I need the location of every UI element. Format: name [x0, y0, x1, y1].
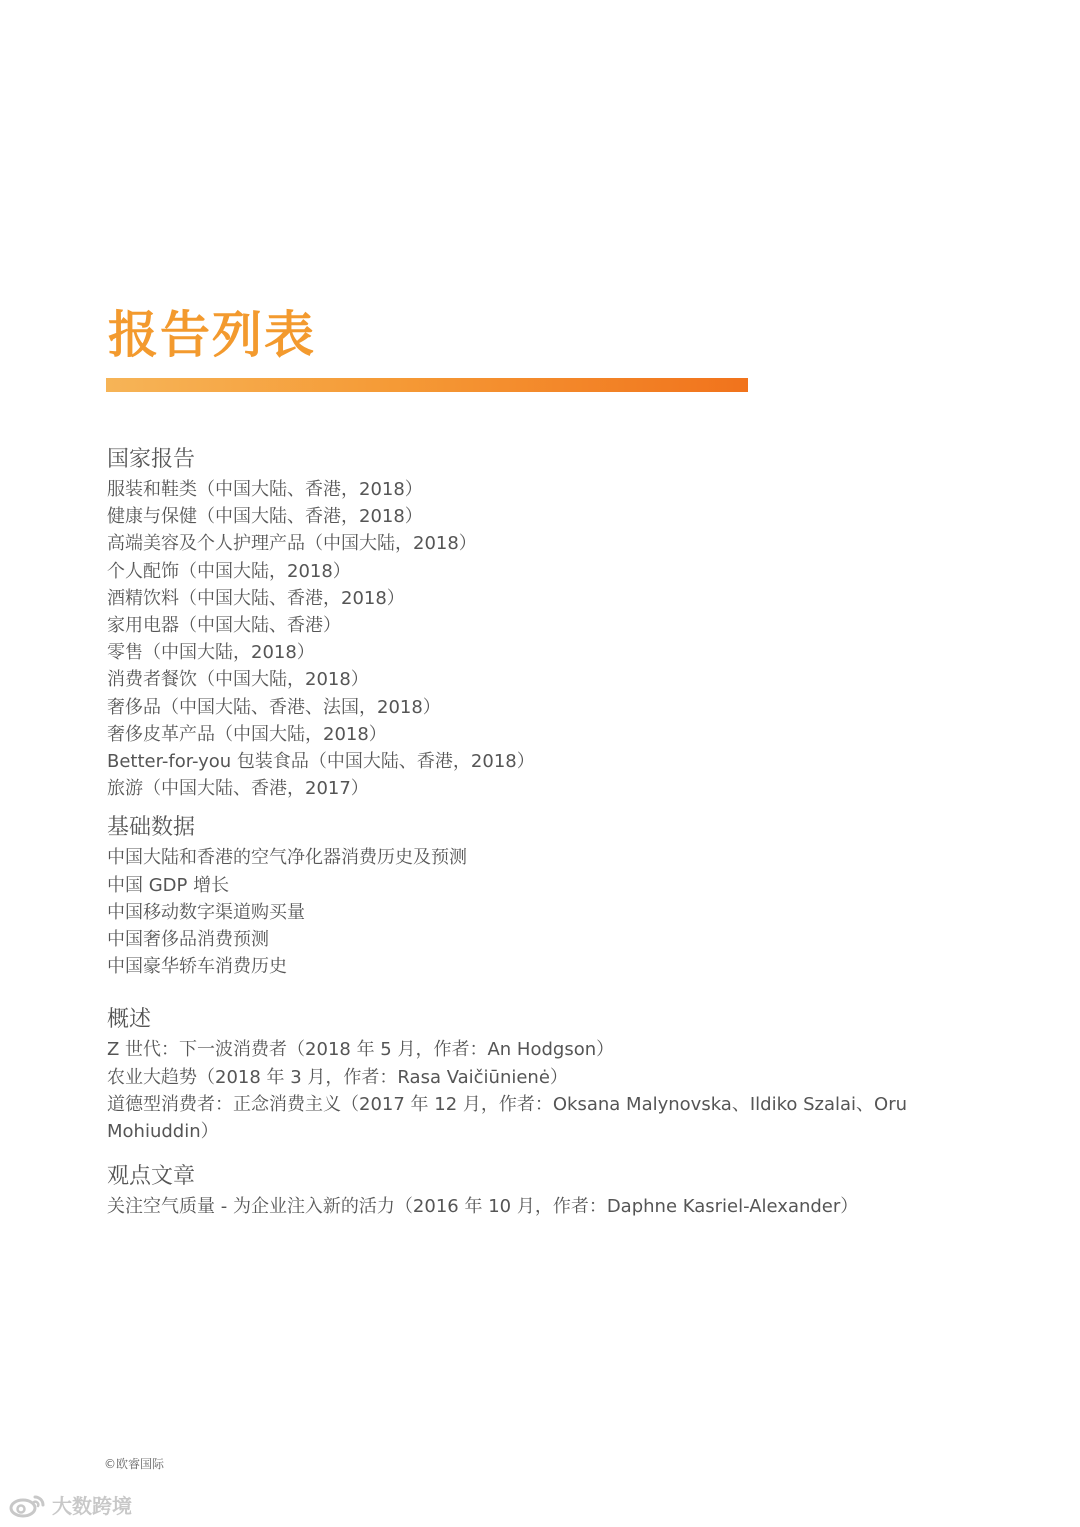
list-item: 关注空气质量 - 为企业注入新的活力（2016 年 10 月，作者：Daphne Kasriel-Alexander）	[107, 1196, 859, 1218]
section-heading-country-reports: 国家报告	[107, 447, 196, 472]
list-item: 零售（中国大陆，2018）	[107, 642, 315, 664]
list-item: 中国大陆和香港的空气净化器消费历史及预测	[107, 847, 467, 869]
section-heading-basic-data: 基础数据	[107, 815, 196, 841]
report-list	[107, 444, 987, 1220]
footer-copyright: ©欧睿国际	[104, 1457, 165, 1471]
list-item: 酒精饮料（中国大陆、香港，2018）	[107, 587, 405, 609]
list-item: Better-for-you 包装食品（中国大陆、香港，2018）	[107, 751, 535, 773]
list-item: 中国移动数字渠道购买量	[107, 901, 305, 923]
list-item: 中国 GDP 增长	[107, 874, 230, 896]
list-item: 旅游（中国大陆、香港，2017）	[107, 778, 369, 800]
weibo-icon	[8, 1492, 46, 1518]
list-item: 奢侈皮革产品（中国大陆，2018）	[107, 723, 387, 745]
list-item: 道德型消费者：正念消费主义（2017 年 12 月，作者：Oksana Malynovska、Ildiko Szalai、Oru Mohiuddin）	[107, 1093, 908, 1143]
list-item: 高端美容及个人护理产品（中国大陆，2018）	[107, 533, 477, 555]
list-item: 奢侈品（中国大陆、香港、法国，2018）	[107, 696, 441, 718]
title-underline-bar	[106, 378, 748, 392]
list-item: 中国奢侈品消费预测	[107, 929, 269, 951]
section-heading-opinion-articles: 观点文章	[107, 1164, 196, 1190]
basic-data-list	[107, 844, 987, 980]
list-item: 消费者餐饮（中国大陆，2018）	[107, 669, 369, 691]
list-item: 个人配饰（中国大陆，2018）	[107, 560, 351, 582]
section-opinion-articles	[107, 1161, 987, 1220]
list-item: 中国豪华轿车消费历史	[107, 956, 287, 978]
list-item: 家用电器（中国大陆、香港）	[107, 615, 341, 637]
country-reports-list	[107, 476, 987, 802]
section-overview	[107, 1004, 987, 1145]
list-item: Z 世代：下一波消费者（2018 年 5 月，作者：An Hodgson）	[107, 1039, 615, 1061]
list-item: 农业大趋势（2018 年 3 月，作者：Rasa Vaičiūnienė）	[107, 1066, 568, 1088]
overview-list	[107, 1036, 987, 1145]
watermark-text: 大数跨境	[52, 1494, 132, 1518]
watermark	[8, 1490, 132, 1519]
section-basic-data	[107, 812, 987, 980]
page-title: 报告列表	[108, 306, 316, 364]
section-heading-overview: 概述	[107, 1007, 152, 1033]
section-country-reports	[107, 444, 987, 802]
opinion-articles-list	[107, 1193, 987, 1220]
list-item: 健康与保健（中国大陆、香港，2018）	[107, 506, 423, 528]
list-item: 服装和鞋类（中国大陆、香港，2018）	[107, 479, 423, 500]
